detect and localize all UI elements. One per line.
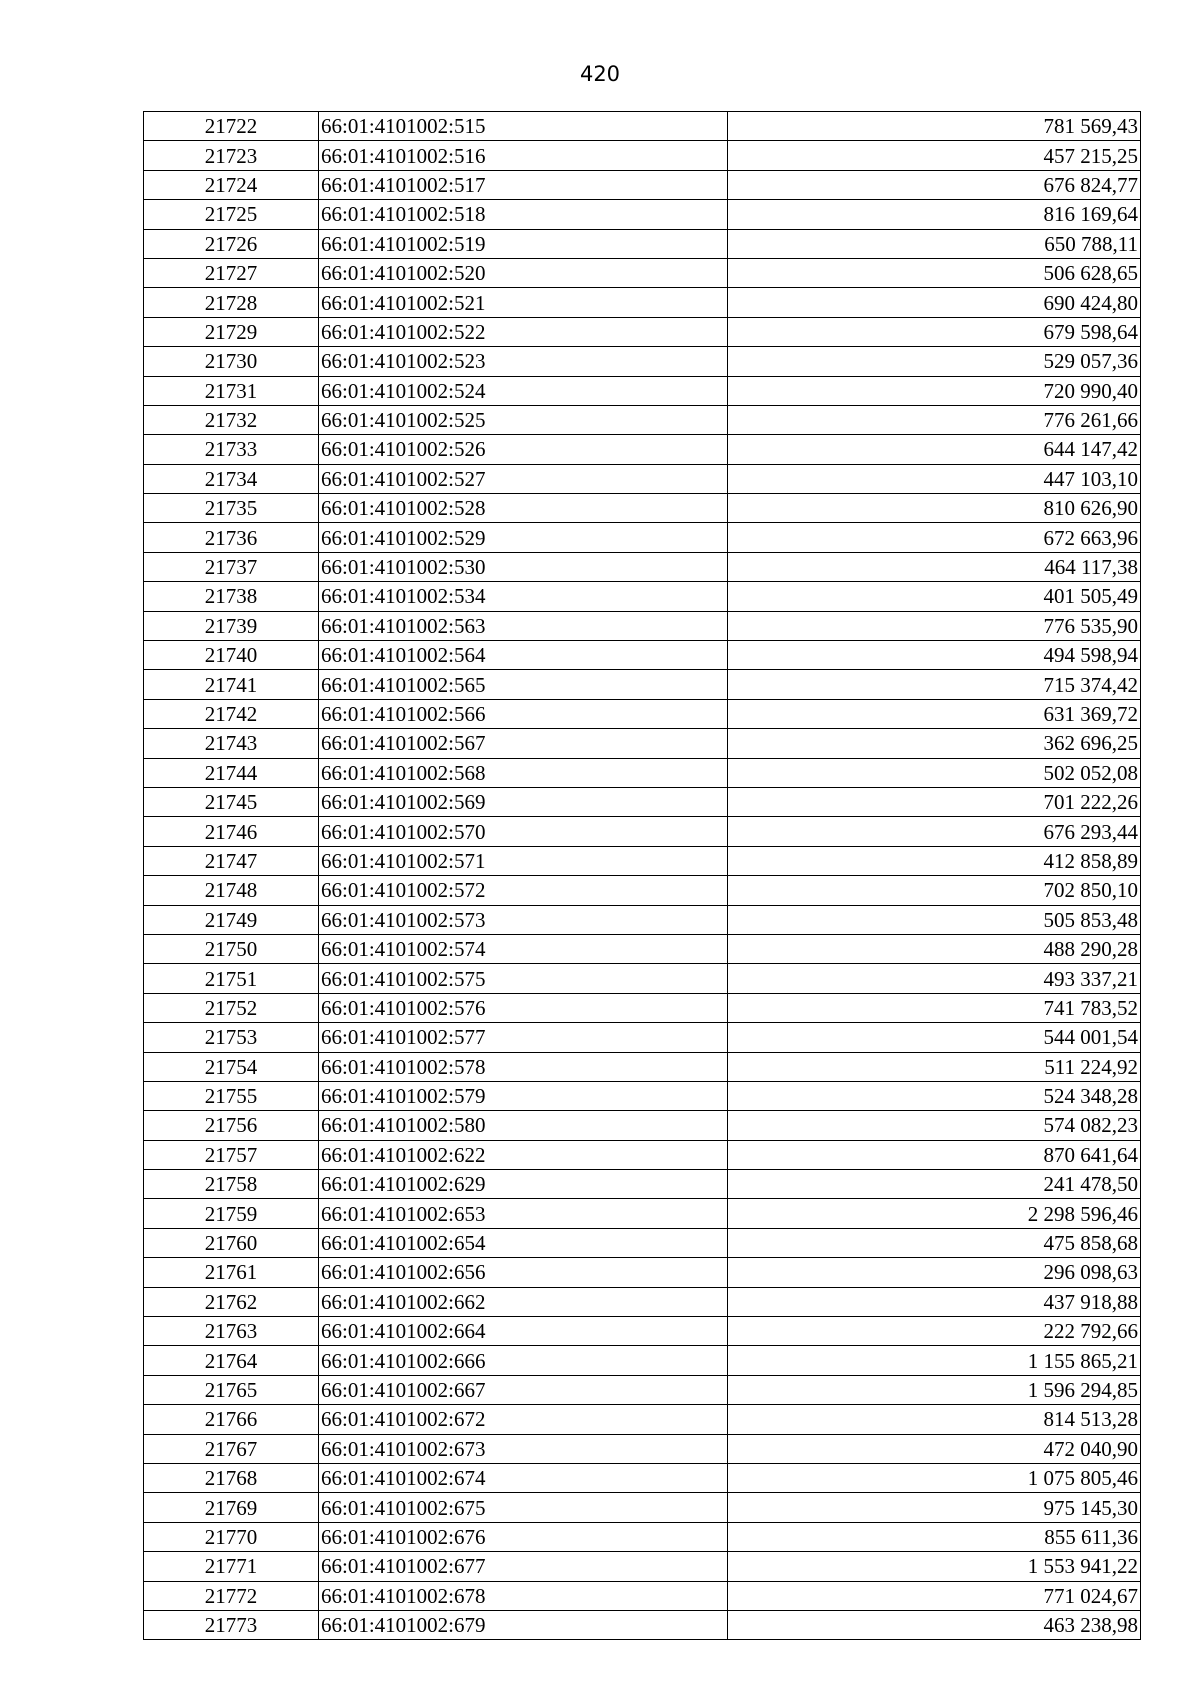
- row-number-cell: 21767: [144, 1434, 319, 1463]
- row-number-cell: 21765: [144, 1375, 319, 1404]
- cadastral-value-cell: 241 478,50: [728, 1170, 1141, 1199]
- table-body: [144, 112, 1141, 1640]
- cadastral-value-cell: 781 569,43: [728, 112, 1141, 141]
- row-number-cell: 21744: [144, 758, 319, 787]
- table-row: [144, 758, 1141, 787]
- cadastral-number-cell: 66:01:4101002:673: [319, 1434, 728, 1463]
- cadastral-number-cell: 66:01:4101002:679: [319, 1610, 728, 1639]
- cadastral-value-cell: 362 696,25: [728, 729, 1141, 758]
- cadastral-number-cell: 66:01:4101002:529: [319, 523, 728, 552]
- table-row: [144, 1258, 1141, 1287]
- row-number-cell: 21757: [144, 1140, 319, 1169]
- table-row: [144, 1552, 1141, 1581]
- cadastral-number-cell: 66:01:4101002:524: [319, 376, 728, 405]
- table-row: [144, 964, 1141, 993]
- cadastral-value-cell: 690 424,80: [728, 288, 1141, 317]
- row-number-cell: 21755: [144, 1081, 319, 1110]
- row-number-cell: 21740: [144, 641, 319, 670]
- cadastral-number-cell: 66:01:4101002:580: [319, 1111, 728, 1140]
- cadastral-number-cell: 66:01:4101002:674: [319, 1463, 728, 1492]
- cadastral-number-cell: 66:01:4101002:654: [319, 1228, 728, 1257]
- cadastral-value-cell: 814 513,28: [728, 1405, 1141, 1434]
- row-number-cell: 21766: [144, 1405, 319, 1434]
- cadastral-number-cell: 66:01:4101002:565: [319, 670, 728, 699]
- row-number-cell: 21742: [144, 699, 319, 728]
- row-number-cell: 21771: [144, 1552, 319, 1581]
- row-number-cell: 21768: [144, 1463, 319, 1492]
- row-number-cell: 21725: [144, 200, 319, 229]
- cadastral-value-cell: 505 853,48: [728, 905, 1141, 934]
- cadastral-value-cell: 870 641,64: [728, 1140, 1141, 1169]
- cadastral-number-cell: 66:01:4101002:523: [319, 347, 728, 376]
- table-row: [144, 905, 1141, 934]
- cadastral-number-cell: 66:01:4101002:527: [319, 464, 728, 493]
- cadastral-value-cell: 401 505,49: [728, 582, 1141, 611]
- table-row: [144, 1522, 1141, 1551]
- table-row: [144, 141, 1141, 170]
- row-number-cell: 21726: [144, 229, 319, 258]
- row-number-cell: 21748: [144, 876, 319, 905]
- row-number-cell: 21773: [144, 1610, 319, 1639]
- row-number-cell: 21752: [144, 993, 319, 1022]
- table-row: [144, 611, 1141, 640]
- table-row: [144, 1287, 1141, 1316]
- cadastral-value-cell: 672 663,96: [728, 523, 1141, 552]
- table-row: [144, 1023, 1141, 1052]
- table-row: [144, 1199, 1141, 1228]
- cadastral-number-cell: 66:01:4101002:520: [319, 258, 728, 287]
- cadastral-number-cell: 66:01:4101002:530: [319, 552, 728, 581]
- cadastral-value-cell: 1 155 865,21: [728, 1346, 1141, 1375]
- cadastral-value-cell: 524 348,28: [728, 1081, 1141, 1110]
- row-number-cell: 21764: [144, 1346, 319, 1375]
- table-row: [144, 1375, 1141, 1404]
- row-number-cell: 21722: [144, 112, 319, 141]
- cadastral-number-cell: 66:01:4101002:515: [319, 112, 728, 141]
- table-row: [144, 1463, 1141, 1492]
- cadastral-value-cell: 816 169,64: [728, 200, 1141, 229]
- row-number-cell: 21751: [144, 964, 319, 993]
- table-row: [144, 1140, 1141, 1169]
- cadastral-number-cell: 66:01:4101002:534: [319, 582, 728, 611]
- cadastral-number-cell: 66:01:4101002:629: [319, 1170, 728, 1199]
- row-number-cell: 21731: [144, 376, 319, 405]
- row-number-cell: 21760: [144, 1228, 319, 1257]
- table-row: [144, 317, 1141, 346]
- cadastral-value-cell: 855 611,36: [728, 1522, 1141, 1551]
- table-row: [144, 229, 1141, 258]
- row-number-cell: 21747: [144, 846, 319, 875]
- cadastral-number-cell: 66:01:4101002:622: [319, 1140, 728, 1169]
- row-number-cell: 21738: [144, 582, 319, 611]
- row-number-cell: 21756: [144, 1111, 319, 1140]
- cadastral-number-cell: 66:01:4101002:518: [319, 200, 728, 229]
- cadastral-number-cell: 66:01:4101002:664: [319, 1317, 728, 1346]
- cadastral-value-cell: 463 238,98: [728, 1610, 1141, 1639]
- table-row: [144, 552, 1141, 581]
- cadastral-number-cell: 66:01:4101002:519: [319, 229, 728, 258]
- cadastral-value-cell: 702 850,10: [728, 876, 1141, 905]
- row-number-cell: 21739: [144, 611, 319, 640]
- table-row: [144, 1317, 1141, 1346]
- cadastral-value-cell: 776 535,90: [728, 611, 1141, 640]
- table-row: [144, 1081, 1141, 1110]
- row-number-cell: 21724: [144, 170, 319, 199]
- cadastral-value-cell: 457 215,25: [728, 141, 1141, 170]
- row-number-cell: 21758: [144, 1170, 319, 1199]
- row-number-cell: 21770: [144, 1522, 319, 1551]
- table-row: [144, 435, 1141, 464]
- cadastral-value-cell: 679 598,64: [728, 317, 1141, 346]
- row-number-cell: 21736: [144, 523, 319, 552]
- cadastral-number-cell: 66:01:4101002:564: [319, 641, 728, 670]
- cadastral-value-cell: 676 293,44: [728, 817, 1141, 846]
- row-number-cell: 21769: [144, 1493, 319, 1522]
- cadastral-value-cell: 472 040,90: [728, 1434, 1141, 1463]
- cadastral-number-cell: 66:01:4101002:567: [319, 729, 728, 758]
- cadastral-value-cell: 529 057,36: [728, 347, 1141, 376]
- row-number-cell: 21734: [144, 464, 319, 493]
- page-number: 420: [579, 62, 621, 86]
- cadastral-number-cell: 66:01:4101002:516: [319, 141, 728, 170]
- cadastral-number-cell: 66:01:4101002:525: [319, 405, 728, 434]
- cadastral-number-cell: 66:01:4101002:572: [319, 876, 728, 905]
- table-row: [144, 699, 1141, 728]
- cadastral-value-cell: 447 103,10: [728, 464, 1141, 493]
- row-number-cell: 21749: [144, 905, 319, 934]
- table-row: [144, 376, 1141, 405]
- table-row: [144, 112, 1141, 141]
- cadastral-number-cell: 66:01:4101002:574: [319, 934, 728, 963]
- cadastral-value-cell: 771 024,67: [728, 1581, 1141, 1610]
- table-row: [144, 1405, 1141, 1434]
- row-number-cell: 21772: [144, 1581, 319, 1610]
- table-row: [144, 494, 1141, 523]
- row-number-cell: 21759: [144, 1199, 319, 1228]
- row-number-cell: 21745: [144, 787, 319, 816]
- table-row: [144, 405, 1141, 434]
- cadastral-number-cell: 66:01:4101002:576: [319, 993, 728, 1022]
- cadastral-number-cell: 66:01:4101002:569: [319, 787, 728, 816]
- row-number-cell: 21730: [144, 347, 319, 376]
- cadastral-value-cell: 511 224,92: [728, 1052, 1141, 1081]
- table-row: [144, 1170, 1141, 1199]
- cadastral-value-cell: 715 374,42: [728, 670, 1141, 699]
- cadastral-value-cell: 975 145,30: [728, 1493, 1141, 1522]
- cadastral-value-cell: 1 596 294,85: [728, 1375, 1141, 1404]
- row-number-cell: 21729: [144, 317, 319, 346]
- cadastral-number-cell: 66:01:4101002:666: [319, 1346, 728, 1375]
- cadastral-number-cell: 66:01:4101002:573: [319, 905, 728, 934]
- table-row: [144, 1581, 1141, 1610]
- row-number-cell: 21728: [144, 288, 319, 317]
- cadastral-value-cell: 544 001,54: [728, 1023, 1141, 1052]
- table-row: [144, 1228, 1141, 1257]
- table-row: [144, 1111, 1141, 1140]
- table-row: [144, 464, 1141, 493]
- table-row: [144, 582, 1141, 611]
- cadastral-value-cell: 1 075 805,46: [728, 1463, 1141, 1492]
- cadastral-number-cell: 66:01:4101002:568: [319, 758, 728, 787]
- cadastral-number-cell: 66:01:4101002:672: [319, 1405, 728, 1434]
- cadastral-number-cell: 66:01:4101002:521: [319, 288, 728, 317]
- cadastral-value-cell: 475 858,68: [728, 1228, 1141, 1257]
- row-number-cell: 21733: [144, 435, 319, 464]
- cadastral-number-cell: 66:01:4101002:676: [319, 1522, 728, 1551]
- table-row: [144, 200, 1141, 229]
- cadastral-number-cell: 66:01:4101002:579: [319, 1081, 728, 1110]
- cadastral-value-cell: 494 598,94: [728, 641, 1141, 670]
- cadastral-value-cell: 720 990,40: [728, 376, 1141, 405]
- registry-table: [143, 111, 1141, 1640]
- table-row: [144, 523, 1141, 552]
- table-row: [144, 787, 1141, 816]
- cadastral-number-cell: 66:01:4101002:575: [319, 964, 728, 993]
- cadastral-value-cell: 676 824,77: [728, 170, 1141, 199]
- cadastral-value-cell: 574 082,23: [728, 1111, 1141, 1140]
- cadastral-number-cell: 66:01:4101002:667: [319, 1375, 728, 1404]
- cadastral-value-cell: 810 626,90: [728, 494, 1141, 523]
- cadastral-value-cell: 488 290,28: [728, 934, 1141, 963]
- cadastral-number-cell: 66:01:4101002:522: [319, 317, 728, 346]
- table-row: [144, 729, 1141, 758]
- cadastral-value-cell: 506 628,65: [728, 258, 1141, 287]
- cadastral-number-cell: 66:01:4101002:578: [319, 1052, 728, 1081]
- cadastral-number-cell: 66:01:4101002:570: [319, 817, 728, 846]
- table-row: [144, 934, 1141, 963]
- row-number-cell: 21741: [144, 670, 319, 699]
- table-row: [144, 641, 1141, 670]
- cadastral-number-cell: 66:01:4101002:675: [319, 1493, 728, 1522]
- row-number-cell: 21732: [144, 405, 319, 434]
- row-number-cell: 21727: [144, 258, 319, 287]
- table-row: [144, 258, 1141, 287]
- table-row: [144, 1493, 1141, 1522]
- table-row: [144, 347, 1141, 376]
- cadastral-value-cell: 464 117,38: [728, 552, 1141, 581]
- cadastral-number-cell: 66:01:4101002:662: [319, 1287, 728, 1316]
- row-number-cell: 21762: [144, 1287, 319, 1316]
- table-row: [144, 817, 1141, 846]
- cadastral-number-cell: 66:01:4101002:566: [319, 699, 728, 728]
- table-row: [144, 876, 1141, 905]
- cadastral-value-cell: 776 261,66: [728, 405, 1141, 434]
- table-row: [144, 170, 1141, 199]
- cadastral-number-cell: 66:01:4101002:526: [319, 435, 728, 464]
- row-number-cell: 21723: [144, 141, 319, 170]
- cadastral-value-cell: 1 553 941,22: [728, 1552, 1141, 1581]
- table-row: [144, 1052, 1141, 1081]
- table-row: [144, 288, 1141, 317]
- row-number-cell: 21763: [144, 1317, 319, 1346]
- cadastral-value-cell: 222 792,66: [728, 1317, 1141, 1346]
- cadastral-value-cell: 437 918,88: [728, 1287, 1141, 1316]
- row-number-cell: 21746: [144, 817, 319, 846]
- table-row: [144, 670, 1141, 699]
- cadastral-number-cell: 66:01:4101002:517: [319, 170, 728, 199]
- cadastral-value-cell: 631 369,72: [728, 699, 1141, 728]
- cadastral-number-cell: 66:01:4101002:653: [319, 1199, 728, 1228]
- table-row: [144, 846, 1141, 875]
- row-number-cell: 21743: [144, 729, 319, 758]
- row-number-cell: 21754: [144, 1052, 319, 1081]
- cadastral-number-cell: 66:01:4101002:577: [319, 1023, 728, 1052]
- cadastral-number-cell: 66:01:4101002:528: [319, 494, 728, 523]
- cadastral-value-cell: 2 298 596,46: [728, 1199, 1141, 1228]
- table-row: [144, 1346, 1141, 1375]
- table-row: [144, 1434, 1141, 1463]
- cadastral-value-cell: 741 783,52: [728, 993, 1141, 1022]
- cadastral-number-cell: 66:01:4101002:678: [319, 1581, 728, 1610]
- cadastral-value-cell: 296 098,63: [728, 1258, 1141, 1287]
- table-row: [144, 1610, 1141, 1639]
- table-row: [144, 993, 1141, 1022]
- cadastral-value-cell: 412 858,89: [728, 846, 1141, 875]
- cadastral-value-cell: 502 052,08: [728, 758, 1141, 787]
- row-number-cell: 21735: [144, 494, 319, 523]
- cadastral-value-cell: 644 147,42: [728, 435, 1141, 464]
- cadastral-number-cell: 66:01:4101002:571: [319, 846, 728, 875]
- cadastral-number-cell: 66:01:4101002:677: [319, 1552, 728, 1581]
- cadastral-value-cell: 650 788,11: [728, 229, 1141, 258]
- row-number-cell: 21753: [144, 1023, 319, 1052]
- row-number-cell: 21761: [144, 1258, 319, 1287]
- cadastral-value-cell: 493 337,21: [728, 964, 1141, 993]
- row-number-cell: 21737: [144, 552, 319, 581]
- cadastral-number-cell: 66:01:4101002:656: [319, 1258, 728, 1287]
- cadastral-value-cell: 701 222,26: [728, 787, 1141, 816]
- row-number-cell: 21750: [144, 934, 319, 963]
- cadastral-number-cell: 66:01:4101002:563: [319, 611, 728, 640]
